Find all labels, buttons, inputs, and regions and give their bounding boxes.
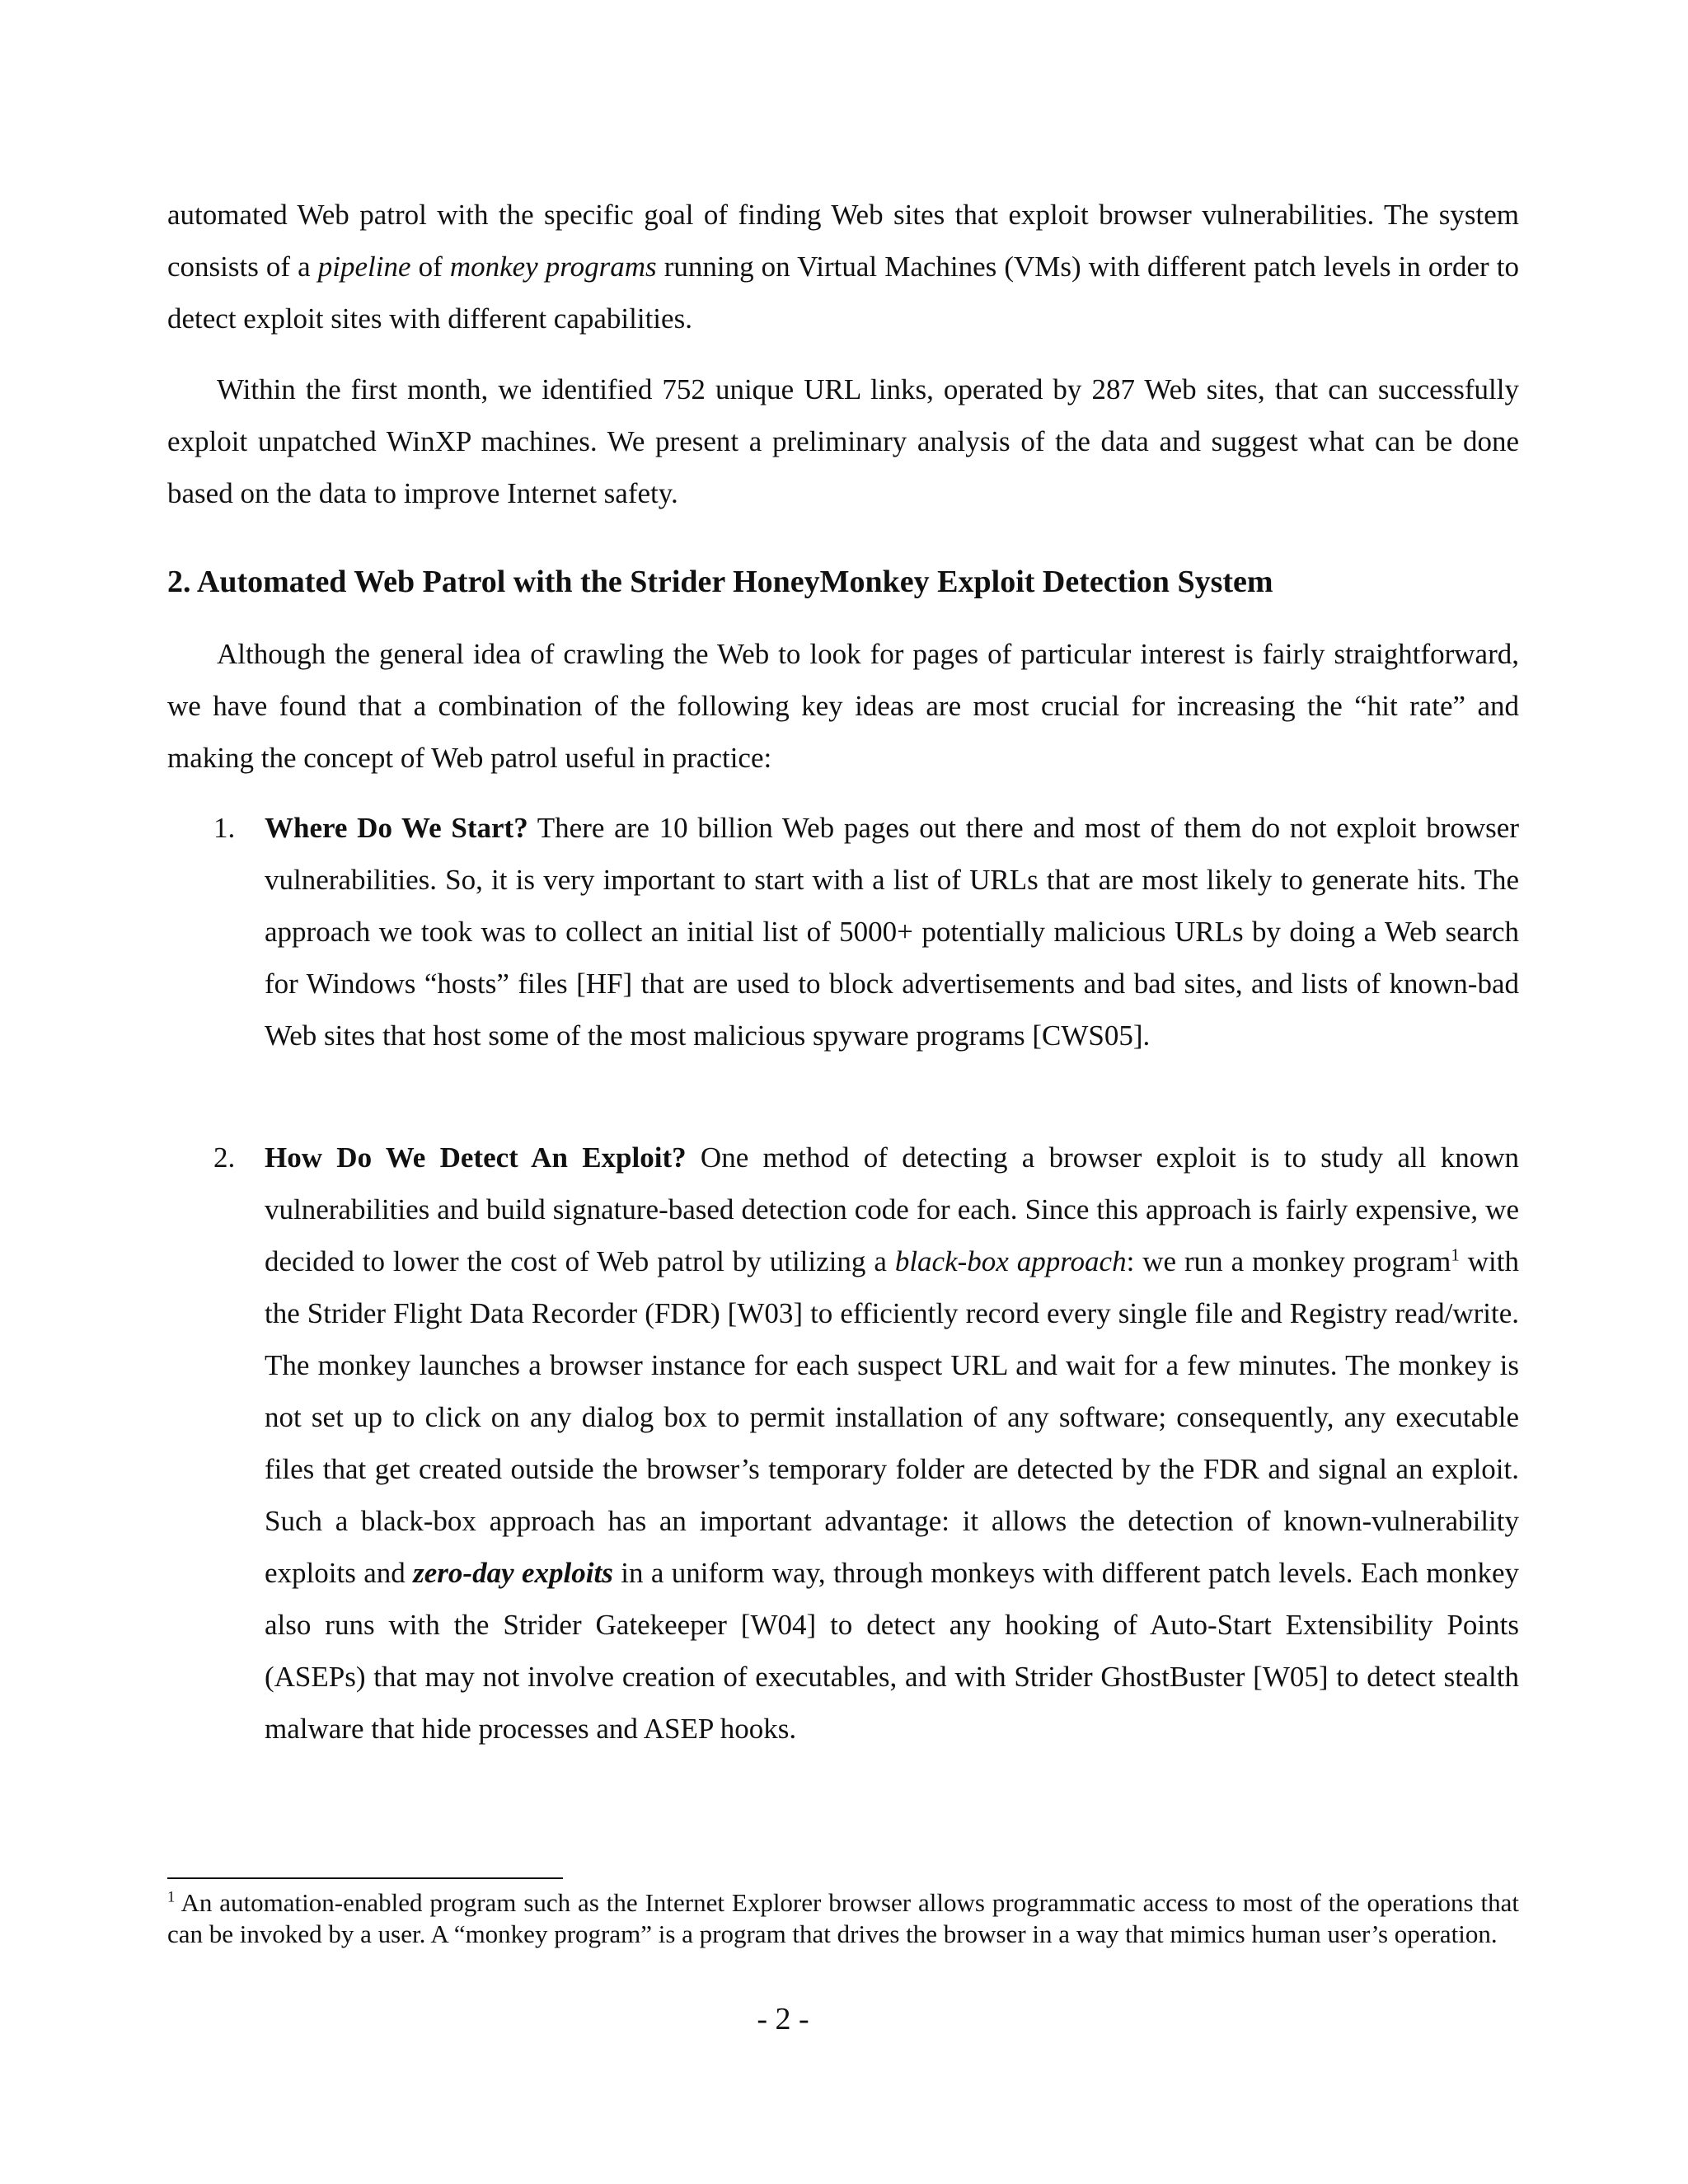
text-run: black-box approach xyxy=(894,1245,1127,1277)
footnote xyxy=(167,1887,1519,1950)
footnote-reference: 1 xyxy=(1451,1244,1460,1265)
footnote-text: An automation-enabled program such as the Internet Explorer browser allows programmatic access to most of the operations that can be invoked by a user. A “monkey program” is a program that drives the browser in a way that mimics human user’s operation. xyxy=(167,1888,1519,1948)
text-run: of xyxy=(410,251,450,283)
section-heading: 2. Automated Web Patrol with the Strider HoneyMonkey Exploit Detection System xyxy=(167,565,1273,599)
text-run: in a uniform way, through monkeys with different patch levels. Each monkey also runs with the Strider Gatekeeper [W04] to detect any hooking of Auto-Start Extensibility Points (ASEPs) that may not involve creation of executables, and with Strider GhostBuster [W05] to detect stealth malware that hide processes and ASEP hooks. xyxy=(265,1557,1519,1745)
footnote-marker: 1 xyxy=(167,1888,176,1906)
text-run: with the Strider Flight Data Recorder (FDR) [W03] to efficiently record every single file and Registry read/write. The monkey launches a browser instance for each suspect URL and wait for a few minutes. The monkey is not set up to click on any dialog box to permit installation of any software; consequently, any executable files that get created outside the browser’s temporary folder are detected by the FDR and signal an exploit. Such a black-box approach has an important advantage: it allows the detection of known-vulnerability exploits and xyxy=(265,1245,1520,1589)
list-item-text xyxy=(265,802,1519,1062)
text-run: running on Virtual Machines (VMs) with different patch levels in order to detect exploit sites with different capabilities. xyxy=(167,251,1520,335)
paragraph-intro-continued xyxy=(167,189,1519,344)
list-item-text xyxy=(265,1132,1519,1755)
text-run: There are 10 billion Web pages out there and most of them do not exploit browser vulnerabilities. So, it is very important to start with a list of URLs that are most likely to generate hits. The approach we took was to collect an initial list of 5000+ potentially malicious URLs by doing a Web search for Windows “hosts” files [HF] that are used to block advertisements and bad sites, and lists of known-bad Web sites that host some of the most malicious spyware programs [CWS05]. xyxy=(265,812,1519,1052)
text-run: One method of detecting a browser exploit is to study all known vulnerabilities and build signature-based detection code for each. Since this approach is fairly expensive, we decided to lower the cost of Web patrol by utilizing a xyxy=(265,1141,1519,1277)
list-item-detect-exploit xyxy=(167,1132,1519,1755)
text-run: pipeline xyxy=(317,251,411,283)
text-run: monkey programs xyxy=(449,251,657,283)
text-run: How Do We Detect An Exploit? xyxy=(265,1141,687,1174)
text-run: automated Web patrol with the specific goal of finding Web sites that exploit browser vulnerabilities. The system consists of a xyxy=(167,199,1519,283)
page-number: - 2 - xyxy=(757,2002,809,2036)
text-run: Within the first month, we identified 752 unique URL links, operated by 287 Web sites, that can successfully exploit unpatched WinXP machines. We present a preliminary analysis of the data and suggest what can be done based on the data to improve Internet safety. xyxy=(167,373,1519,509)
paragraph-key-ideas xyxy=(167,628,1519,784)
footnote-separator xyxy=(167,1877,563,1879)
list-number: 1. xyxy=(213,812,236,844)
text-run: zero-day exploits xyxy=(413,1557,613,1589)
text-run: : we run a monkey program xyxy=(1126,1245,1451,1277)
text-run: Where Do We Start? xyxy=(265,812,528,844)
text-run: Although the general idea of crawling the Web to look for pages of particular interest is fairly straightforward, we have found that a combination of the following key ideas are most crucial for increasing the “hit rate” and making the concept of Web patrol useful in practice: xyxy=(167,638,1519,774)
paragraph-findings xyxy=(167,363,1519,519)
list-item-where-do-we-start xyxy=(167,802,1519,1062)
list-number: 2. xyxy=(213,1141,236,1174)
